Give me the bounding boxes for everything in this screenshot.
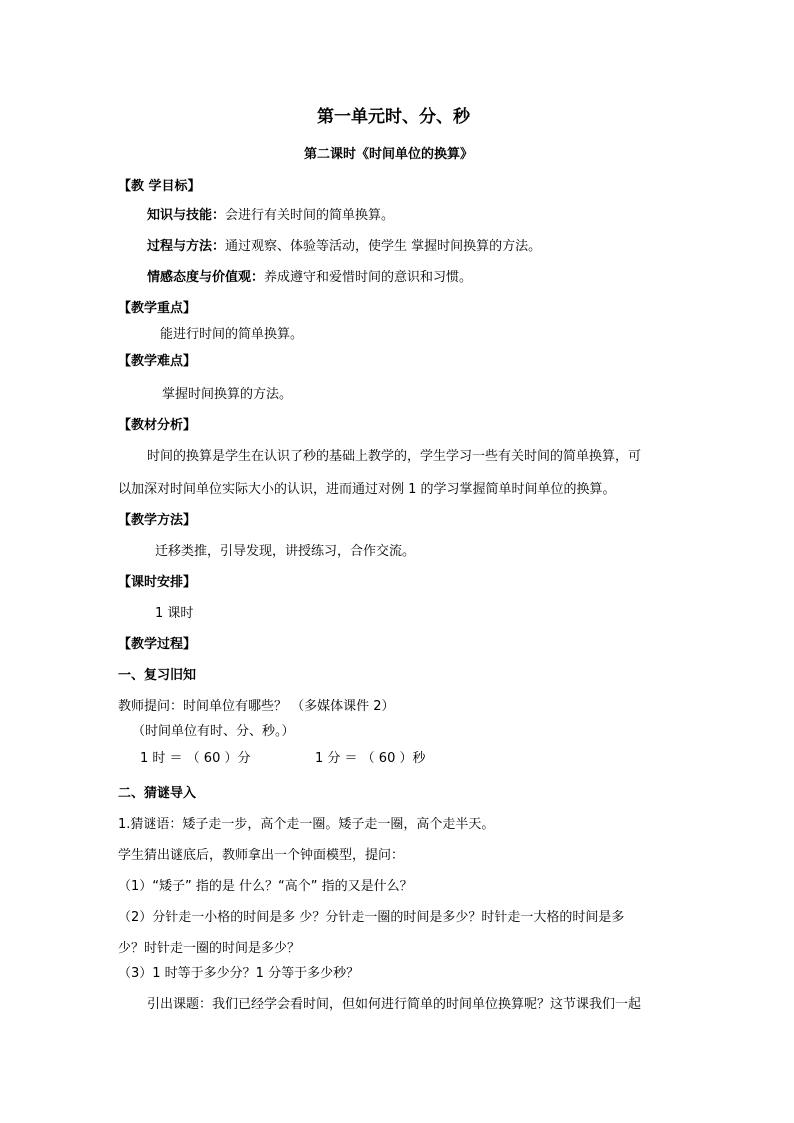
goal-knowledge-label: 知识与技能： [147,208,226,223]
goal-process-label: 过程与方法： [147,239,226,254]
equation-minute-second: 1 分 ＝ （ 60 ）秒 [315,751,426,766]
goal-emotion-text: 养成遵守和爱惜时间的意识和习惯。 [264,270,473,285]
key-point-text: 能进行时间的简单换算。 [160,327,304,342]
difficulty-heading: 【教学难点】 [118,354,197,369]
goals-heading: 【教 学目标】 [118,179,201,194]
section-riddle-heading: 二、猜谜导入 [118,786,197,801]
question-2-line-1: （2）分针走一小格的时间是多 少？分针走一圈的时间是多少？时针走一大格的时间是多 [118,910,625,925]
goal-emotion-label: 情感态度与价值观： [147,270,265,285]
riddle-text: 1.猜谜语：矮子走一步，高个走一圈。矮子走一圈，高个走半天。 [118,817,495,832]
difficulty-text: 掌握时间换算的方法。 [162,387,293,402]
schedule-text: 1 课时 [155,606,194,621]
teacher-question: 教师提问：时间单位有哪些？ （多媒体课件 2） [118,699,395,714]
lesson-subtitle: 第二课时《时间单位的换算》 [304,147,474,162]
question-2-line-2: 少？时针走一圈的时间是多少？ [118,941,301,956]
section-review-heading: 一、复习旧知 [118,668,197,683]
lesson-intro-text: 引出课题：我们已经学会看时间，但如何进行简单的时间单位换算呢？这节课我们一起 [147,997,642,1012]
key-point-heading: 【教学重点】 [118,301,197,316]
equation-hour-minute: 1 时 ＝ （ 60 ）分 [140,751,251,766]
method-heading: 【教学方法】 [118,513,197,528]
method-text: 迁移类推，引导发现，讲授练习，合作交流。 [155,544,416,559]
goal-knowledge-text: 会进行有关时间的简单换算。 [225,208,395,223]
analysis-line-2: 以加深对时间单位实际大小的认识，进而通过对例 1 的学习掌握简单时间单位的换算。 [118,482,616,497]
schedule-heading: 【课时安排】 [118,575,197,590]
process-heading: 【教学过程】 [118,637,197,652]
analysis-line-1: 时间的换算是学生在认识了秒的基础上教学的，学生学习一些有关时间的简单换算，可 [147,449,642,464]
question-3: （3）1 时等于多少分？1 分等于多少秒？ [118,966,360,981]
goal-process-text: 通过观察、体验等活动，使学生 掌握时间换算的方法。 [225,239,542,254]
question-1: （1）“矮子” 指的是 什么？“高个” 指的又是什么？ [118,879,413,894]
goal-knowledge [147,207,394,225]
analysis-heading: 【教材分析】 [118,418,197,433]
goal-process [147,238,541,256]
document-title: 第一单元时、分、秒 [317,107,470,127]
units-note: （时间单位有时、分、秒。） [132,724,295,739]
after-riddle-text: 学生猜出谜底后，教师拿出一个钟面模型，提问： [118,848,405,863]
goal-emotion [147,269,472,287]
